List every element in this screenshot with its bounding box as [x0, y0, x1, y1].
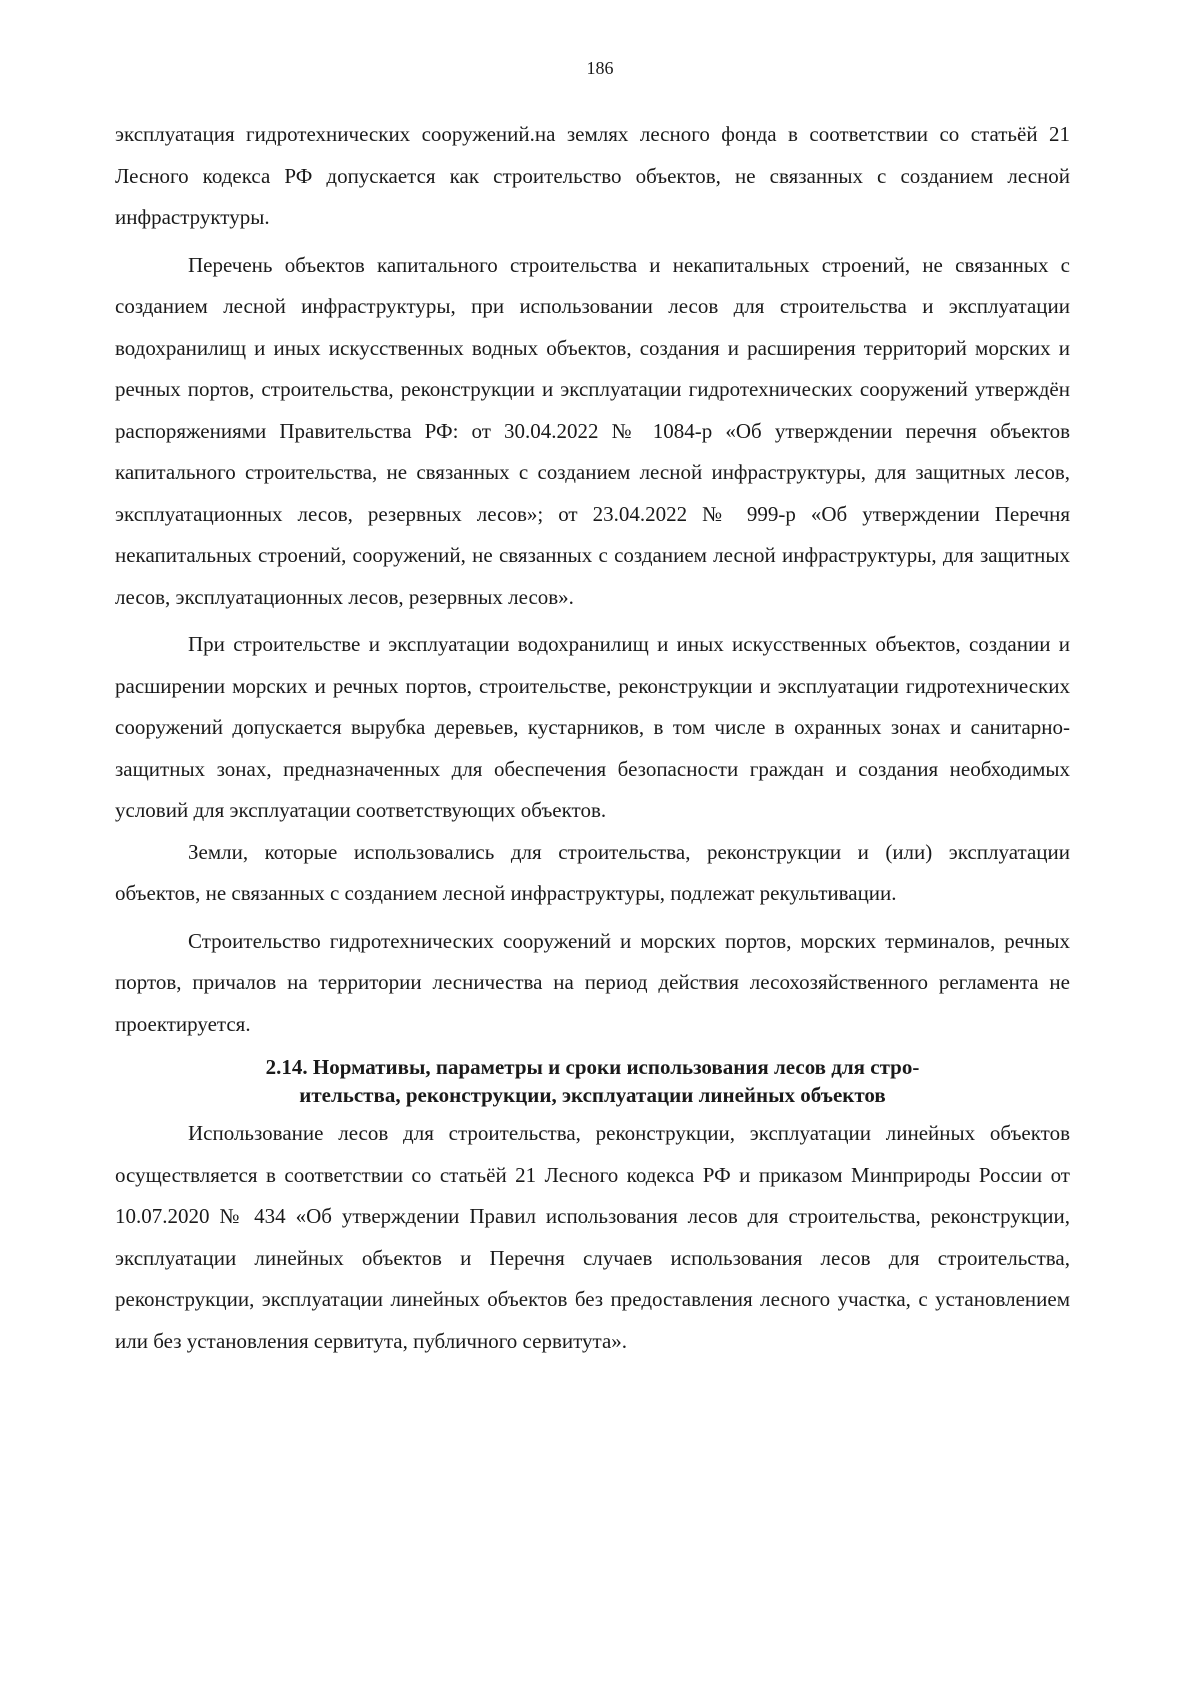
document-body — [115, 114, 1070, 1362]
page-number: 186 — [586, 58, 614, 78]
section-heading-line-1: 2.14. Нормативы, параметры и сроки использования лесов для стро- — [265, 1055, 920, 1079]
paragraph-tree-felling: При строительстве и эксплуатации водохранилищ и иных искусственных объектов, создании и расширении морских и речных портов, строительстве, реконструкции и эксплуатации гидротехнических сооружений допускается вырубка деревьев, кустарников, в том числе в охранных зонах и санитарно-защитных зонах, предназначенных для обеспечения безопасности граждан и создания необходимых условий для эксплуатации соответствующих объектов. — [115, 632, 1070, 822]
paragraph-objects-list: Перечень объектов капитального строительства и некапитальных строений, не связанных с созданием лесной инфраструктуры, при использовании лесов для строительства и эксплуатации водохранилищ и иных искусственных водных объектов, создания и расширения территорий морских и речных портов, строительства, реконструкции и эксплуатации гидротехнических сооружений утверждён распоряжениями Правительства РФ: от 30.04.2022 № 1084-р «Об утверждении перечня объектов капитального строительства, не связанных с созданием лесной инфраструктуры, для защитных лесов, эксплуатационных лесов, резервных лесов»; от 23.04.2022 № 999-р «Об утверждении Перечня некапитальных строений, сооружений, не связанных с созданием лесной инфраструктуры, для защитных лесов, эксплуатационных лесов, резервных лесов». — [115, 252, 1070, 609]
paragraph-hydro-construction: Строительство гидротехнических сооружений и морских портов, морских терминалов, речных портов, причалов на территории лесничества на период действия лесохозяйственного регламента не проектируется. — [115, 928, 1070, 1036]
section-heading-line-2: ительства, реконструкции, эксплуатации линейных объектов — [299, 1083, 886, 1107]
paragraph-linear-objects: Использование лесов для строительства, реконструкции, эксплуатации линейных объектов осуществляется в соответствии со статьёй 21 Лесного кодекса РФ и приказом Минприроды России от 10.07.2020 № 434 «Об утверждении Правил использования лесов для строительства, реконструкции, эксплуатации линейных объектов и Перечня случаев использования лесов для строительства, реконструкции, эксплуатации линейных объектов без предоставления лесного участка, с установлением или без установления сервитута, публичного сервитута». — [115, 1121, 1070, 1353]
section-heading — [115, 1053, 1070, 1109]
paragraph-recultivation: Земли, которые использовались для строительства, реконструкции и (или) эксплуатации объектов, не связанных с созданием лесной инфраструктуры, подлежат рекультивации. — [115, 839, 1070, 905]
paragraph-continuation: эксплуатация гидротехнических сооружений.на землях лесного фонда в соответствии со статьёй 21 Лесного кодекса РФ допускается как строительство объектов, не связанных с созданием лесной инфраструктуры. — [115, 122, 1070, 229]
